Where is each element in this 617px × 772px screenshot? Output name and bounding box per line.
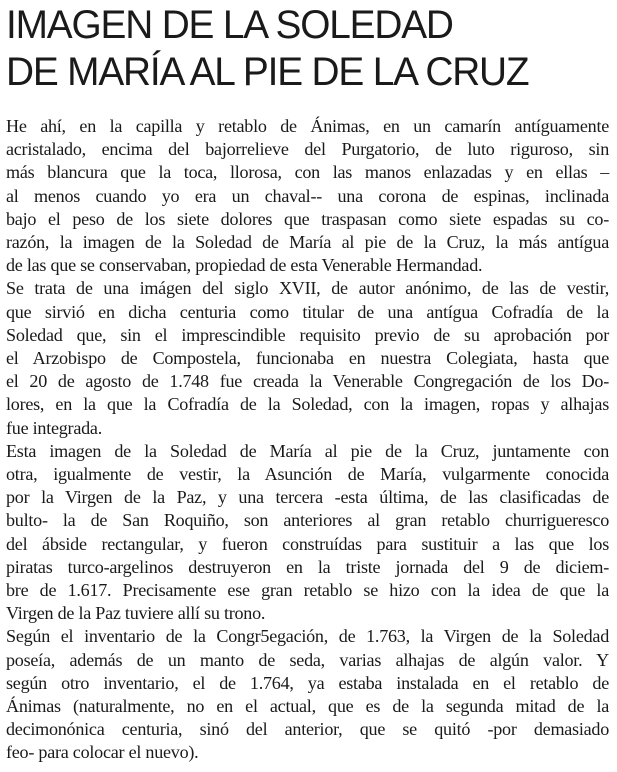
text-line: al menos cuando yo era un chaval-- una corona de espinas, inclinada	[6, 185, 609, 206]
text-line: He ahí, en la capilla y retablo de Ánimas, en un camarín antíguamente	[6, 116, 609, 136]
text-line: acristalado, encima del bajorrelieve del Purgatorio, de luto riguroso, sin	[6, 139, 609, 160]
text-line: Según el inventario de la Congr5egación, de 1.763, la Virgen de la Soledad	[6, 626, 609, 647]
text-line: según otro inventario, el de 1.764, ya estaba instalada en el retablo de	[6, 672, 609, 693]
text-line: de las que se conservaban, propiedad de esta Venerable Hermandad.	[6, 255, 483, 276]
news-article	[6, 0, 609, 763]
text-line: Soledad que, sin el imprescindible requisito previo de su aprobación por	[6, 324, 609, 345]
text-line: fue integrada.	[6, 417, 102, 438]
text-line: el 20 de agosto de 1.748 fue creada la Venerable Congregación de los Do-	[6, 371, 609, 392]
paragraph-2	[6, 277, 609, 439]
text-line: bajo el peso de los siete dolores que traspasan como siete espadas su co-	[6, 208, 609, 229]
text-line: otra, igualmente de vestir, la Asunción de María, vulgarmente conocida	[6, 464, 609, 485]
text-line: Se trata de una imágen del siglo XVII, de autor anónimo, de las de vestir,	[6, 278, 609, 299]
text-line: del ábside rectangular, y fueron construídas para sustituir a las que los	[6, 533, 609, 554]
text-line: decimonónica centuria, sinó del anterior, que se quitó -por demasiado	[6, 719, 609, 740]
text-line: Virgen de la Paz tuviere allí su trono.	[6, 603, 266, 624]
text-line: por la Virgen de la Paz, y una tercera -esta última, de las clasificadas de	[6, 487, 609, 508]
text-line: Esta imagen de la Soledad de María al pie de la Cruz, juntamente con	[6, 440, 609, 461]
text-line: razón, la imagen de la Soledad de María al pie de la Cruz, la más antígua	[6, 232, 609, 253]
headline-line-1: IMAGEN DE LA SOLEDAD	[6, 3, 453, 47]
paragraph-4	[6, 625, 609, 764]
text-line: Ánimas (naturalmente, no en el actual, que es de la segunda mitad de la	[6, 696, 609, 717]
paragraph-1	[6, 115, 609, 277]
text-line: bulto- la de San Roquiño, son anteriores al gran retablo churrigueresco	[6, 510, 609, 531]
article-body	[6, 115, 609, 765]
text-line: lores, en la que la Cofradía de la Soledad, con la imagen, ropas y alhajas	[6, 394, 609, 415]
text-line: más blancura que la toca, llorosa, con las manos enlazadas y en ellas –	[6, 162, 609, 183]
text-line: el Arzobispo de Compostela, funcionaba en nuestra Colegiata, hasta que	[6, 348, 609, 369]
headline-line-2: DE MARÍA AL PIE DE LA CRUZ	[6, 50, 529, 94]
text-line: piratas turco-argelinos destruyeron en la triste jornada del 9 de diciem-	[6, 556, 609, 577]
paragraph-3	[6, 440, 609, 626]
text-line: feo- para colocar el nuevo).	[6, 742, 199, 763]
article-headline	[6, 0, 591, 96]
text-line: poseía, además de un manto de seda, varias alhajas de algún valor. Y	[6, 649, 609, 670]
text-line: que sirvió en dicha centuria como titular de una antígua Cofradía de la	[6, 301, 609, 322]
text-line: bre de 1.617. Precisamente ese gran retablo se hizo con la idea de que la	[6, 580, 609, 601]
